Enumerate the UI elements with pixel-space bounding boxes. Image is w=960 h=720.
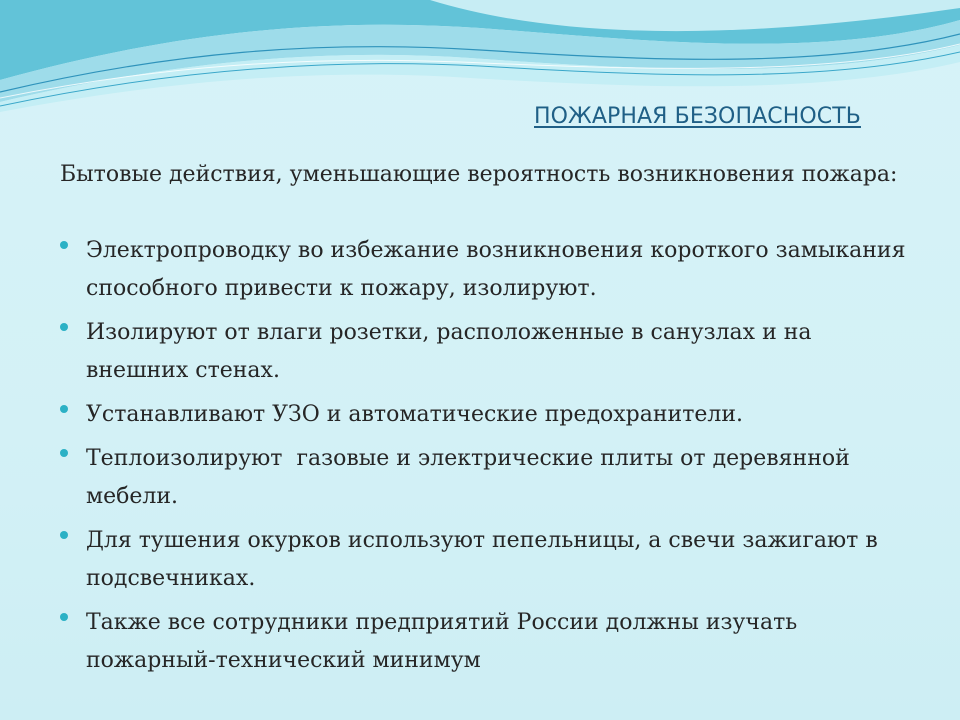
bullet-list [60,232,920,686]
slide-title: ПОЖАРНАЯ БЕЗОПАСНОСТЬ [534,104,861,129]
bullet-dot-icon [60,531,68,539]
intro-text: Бытовые действия, уменьшающие вероятность возникновения пожара: [60,162,898,187]
bullet-item [60,522,920,598]
bullet-text: Изолируют от влаги розетки, расположенные в санузлах и на внешних стенах. [86,320,819,383]
bullet-item [60,314,920,390]
bullet-text: Также все сотрудники предприятий России должны изучать пожарный-технический минимум [86,610,805,673]
bullet-item [60,232,920,308]
bullet-dot-icon [60,613,68,621]
bullet-dot-icon [60,449,68,457]
bullet-text: Устанавливают УЗО и автоматические предохранители. [86,402,744,427]
bullet-dot-icon [60,241,68,249]
bullet-dot-icon [60,405,68,413]
bullet-dot-icon [60,323,68,331]
bullet-item [60,440,920,516]
bullet-text: Теплоизолируют газовые и электрические плиты от деревянной мебели. [86,446,857,509]
bullet-text: Для тушения окурков используют пепельницы, а свечи зажигают в подсвечниках. [86,528,885,591]
bullet-text: Электропроводку во избежание возникновения короткого замыкания способного привести к пожару, изолируют. [86,238,913,301]
bullet-item [60,396,920,434]
bullet-item [60,604,920,680]
